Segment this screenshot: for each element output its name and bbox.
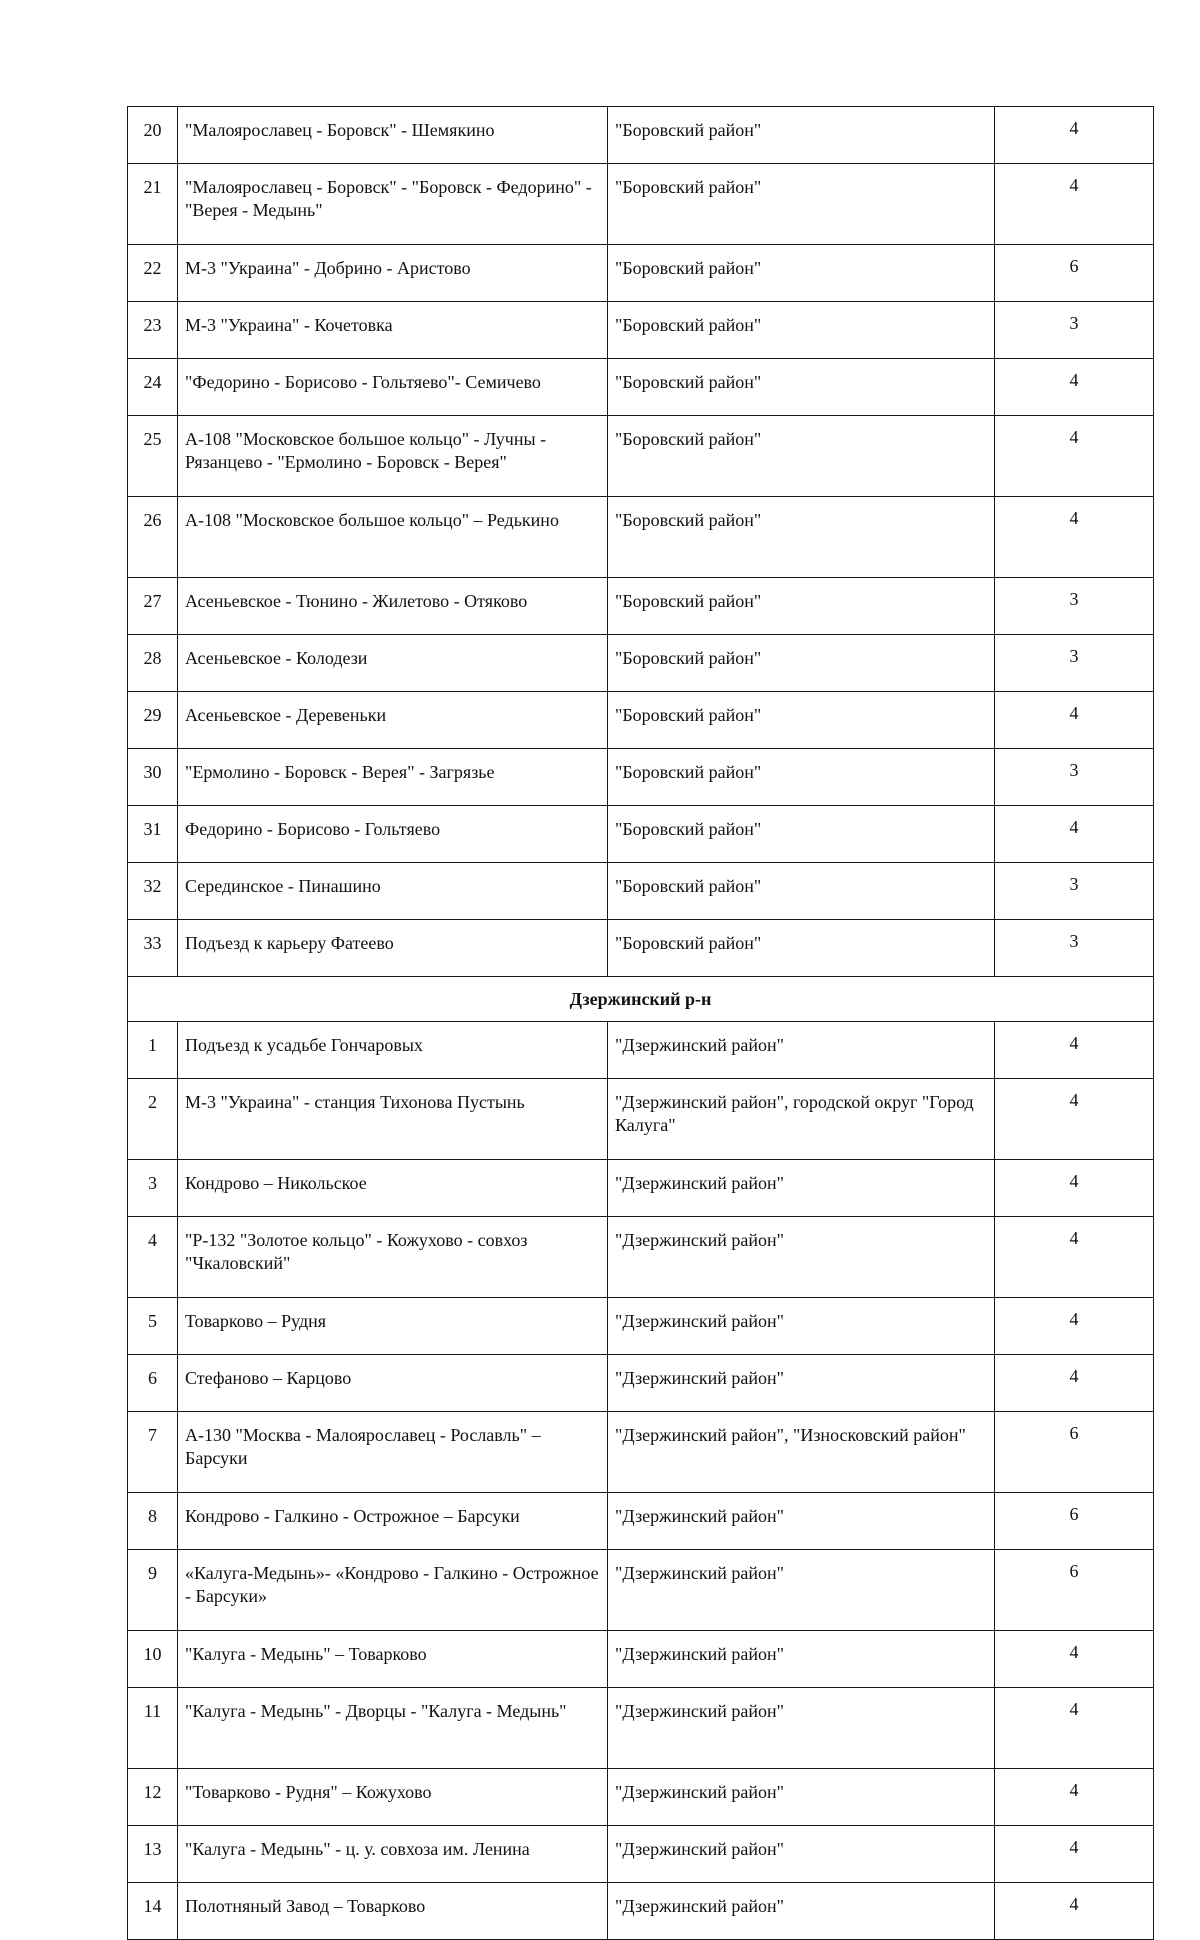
table-row: [128, 635, 1154, 692]
road-name: Асеньевское - Колодези: [178, 635, 608, 692]
district-name: "Боровский район": [608, 359, 995, 416]
table-row: [128, 863, 1154, 920]
row-number: 21: [128, 164, 178, 245]
road-name: А-108 "Московское большое кольцо" – Редькино: [178, 497, 608, 578]
district-name: "Боровский район": [608, 806, 995, 863]
row-number: 4: [128, 1217, 178, 1298]
row-number: 12: [128, 1769, 178, 1826]
district-name: "Боровский район": [608, 302, 995, 359]
table-row: [128, 1160, 1154, 1217]
road-name: "Калуга - Медынь" – Товарково: [178, 1631, 608, 1688]
road-name: Кондрово - Галкино - Острожное – Барсуки: [178, 1493, 608, 1550]
road-name: "Малоярославец - Боровск" - Шемякино: [178, 107, 608, 164]
row-number: 5: [128, 1298, 178, 1355]
road-category: 4: [995, 164, 1154, 245]
table-row: [128, 1079, 1154, 1160]
district-name: "Дзержинский район": [608, 1631, 995, 1688]
district-name: "Боровский район": [608, 416, 995, 497]
road-category: 4: [995, 1022, 1154, 1079]
road-name: Подъезд к усадьбе Гончаровых: [178, 1022, 608, 1079]
table-row: [128, 1769, 1154, 1826]
row-number: 7: [128, 1412, 178, 1493]
table-row: [128, 245, 1154, 302]
table-row: [128, 1550, 1154, 1631]
row-number: 13: [128, 1826, 178, 1883]
row-number: 27: [128, 578, 178, 635]
row-number: 3: [128, 1160, 178, 1217]
district-name: "Дзержинский район": [608, 1769, 995, 1826]
table-row: [128, 107, 1154, 164]
road-name: Асеньевское - Деревеньки: [178, 692, 608, 749]
road-name: Асеньевское - Тюнино - Жилетово - Отяково: [178, 578, 608, 635]
district-name: "Боровский район": [608, 863, 995, 920]
road-name: "Калуга - Медынь" - ц. у. совхоза им. Ленина: [178, 1826, 608, 1883]
section-title: Дзержинский р-н: [128, 977, 1154, 1022]
table-row: [128, 1412, 1154, 1493]
district-name: "Дзержинский район", "Износковский район": [608, 1412, 995, 1493]
row-number: 10: [128, 1631, 178, 1688]
road-category: 3: [995, 749, 1154, 806]
table-row: [128, 164, 1154, 245]
district-name: "Дзержинский район": [608, 1883, 995, 1940]
road-name: "Малоярославец - Боровск" - "Боровск - Федорино" - "Верея - Медынь": [178, 164, 608, 245]
road-category: 4: [995, 1688, 1154, 1769]
road-name: «Калуга-Медынь»- «Кондрово - Галкино - Острожное - Барсуки»: [178, 1550, 608, 1631]
roads-table: [127, 106, 1154, 1940]
row-number: 25: [128, 416, 178, 497]
table-row: [128, 359, 1154, 416]
road-category: 4: [995, 1883, 1154, 1940]
district-name: "Дзержинский район": [608, 1493, 995, 1550]
row-number: 24: [128, 359, 178, 416]
road-name: Стефаново – Карцово: [178, 1355, 608, 1412]
road-name: "Товарково - Рудня" – Кожухово: [178, 1769, 608, 1826]
table-row: [128, 302, 1154, 359]
road-name: Серединское - Пинашино: [178, 863, 608, 920]
road-category: 6: [995, 245, 1154, 302]
row-number: 11: [128, 1688, 178, 1769]
road-category: 6: [995, 1412, 1154, 1493]
road-name: А-108 "Московское большое кольцо" - Лучны - Рязанцево - "Ермолино - Боровск - Верея": [178, 416, 608, 497]
road-category: 4: [995, 1769, 1154, 1826]
table-row: [128, 416, 1154, 497]
road-category: 4: [995, 1217, 1154, 1298]
table-row: [128, 578, 1154, 635]
table-row: [128, 1631, 1154, 1688]
road-category: 4: [995, 806, 1154, 863]
district-name: "Дзержинский район": [608, 1160, 995, 1217]
road-category: 3: [995, 863, 1154, 920]
road-name: "Р-132 "Золотое кольцо" - Кожухово - совхоз "Чкаловский": [178, 1217, 608, 1298]
table-row: [128, 1688, 1154, 1769]
road-name: М-3 "Украина" - Кочетовка: [178, 302, 608, 359]
district-name: "Боровский район": [608, 107, 995, 164]
district-name: "Дзержинский район": [608, 1355, 995, 1412]
road-category: 4: [995, 1355, 1154, 1412]
table-row: [128, 806, 1154, 863]
table-row: [128, 1022, 1154, 1079]
section-header-row: [128, 977, 1154, 1022]
road-name: "Федорино - Борисово - Гольтяево"- Семичево: [178, 359, 608, 416]
district-name: "Боровский район": [608, 497, 995, 578]
table-row: [128, 497, 1154, 578]
district-name: "Дзержинский район": [608, 1298, 995, 1355]
table-row: [128, 1826, 1154, 1883]
row-number: 26: [128, 497, 178, 578]
district-name: "Боровский район": [608, 245, 995, 302]
district-name: "Дзержинский район": [608, 1217, 995, 1298]
road-category: 4: [995, 1079, 1154, 1160]
road-category: 4: [995, 1826, 1154, 1883]
row-number: 9: [128, 1550, 178, 1631]
district-name: "Дзержинский район": [608, 1826, 995, 1883]
row-number: 22: [128, 245, 178, 302]
road-name: Полотняный Завод – Товарково: [178, 1883, 608, 1940]
row-number: 32: [128, 863, 178, 920]
table-row: [128, 1298, 1154, 1355]
table-row: [128, 749, 1154, 806]
road-name: Подъезд к карьеру Фатеево: [178, 920, 608, 977]
row-number: 31: [128, 806, 178, 863]
district-name: "Боровский район": [608, 635, 995, 692]
district-name: "Дзержинский район", городской округ "Город Калуга": [608, 1079, 995, 1160]
road-category: 3: [995, 635, 1154, 692]
district-name: "Боровский район": [608, 692, 995, 749]
road-category: 4: [995, 497, 1154, 578]
row-number: 33: [128, 920, 178, 977]
row-number: 14: [128, 1883, 178, 1940]
row-number: 29: [128, 692, 178, 749]
district-name: "Дзержинский район": [608, 1550, 995, 1631]
road-category: 4: [995, 416, 1154, 497]
district-name: "Боровский район": [608, 920, 995, 977]
road-category: 4: [995, 1631, 1154, 1688]
row-number: 28: [128, 635, 178, 692]
row-number: 30: [128, 749, 178, 806]
row-number: 8: [128, 1493, 178, 1550]
district-name: "Дзержинский район": [608, 1688, 995, 1769]
road-category: 4: [995, 107, 1154, 164]
district-name: "Боровский район": [608, 749, 995, 806]
road-category: 4: [995, 692, 1154, 749]
road-category: 3: [995, 302, 1154, 359]
roads-table-body: [128, 107, 1154, 1940]
district-name: "Боровский район": [608, 164, 995, 245]
district-name: "Дзержинский район": [608, 1022, 995, 1079]
row-number: 23: [128, 302, 178, 359]
road-category: 3: [995, 578, 1154, 635]
road-name: М-3 "Украина" - Добрино - Аристово: [178, 245, 608, 302]
road-name: М-3 "Украина" - станция Тихонова Пустынь: [178, 1079, 608, 1160]
table-row: [128, 1493, 1154, 1550]
road-category: 4: [995, 359, 1154, 416]
road-name: Кондрово – Никольское: [178, 1160, 608, 1217]
row-number: 6: [128, 1355, 178, 1412]
row-number: 20: [128, 107, 178, 164]
table-row: [128, 1883, 1154, 1940]
road-name: Товарково – Рудня: [178, 1298, 608, 1355]
road-category: 6: [995, 1550, 1154, 1631]
road-name: "Ермолино - Боровск - Верея" - Загрязье: [178, 749, 608, 806]
road-category: 6: [995, 1493, 1154, 1550]
road-category: 4: [995, 1160, 1154, 1217]
row-number: 1: [128, 1022, 178, 1079]
road-name: Федорино - Борисово - Гольтяево: [178, 806, 608, 863]
table-row: [128, 1355, 1154, 1412]
road-category: 4: [995, 1298, 1154, 1355]
district-name: "Боровский район": [608, 578, 995, 635]
table-row: [128, 1217, 1154, 1298]
table-row: [128, 692, 1154, 749]
road-name: "Калуга - Медынь" - Дворцы - "Калуга - Медынь": [178, 1688, 608, 1769]
road-name: А-130 "Москва - Малоярославец - Рославль" – Барсуки: [178, 1412, 608, 1493]
table-row: [128, 920, 1154, 977]
road-category: 3: [995, 920, 1154, 977]
row-number: 2: [128, 1079, 178, 1160]
